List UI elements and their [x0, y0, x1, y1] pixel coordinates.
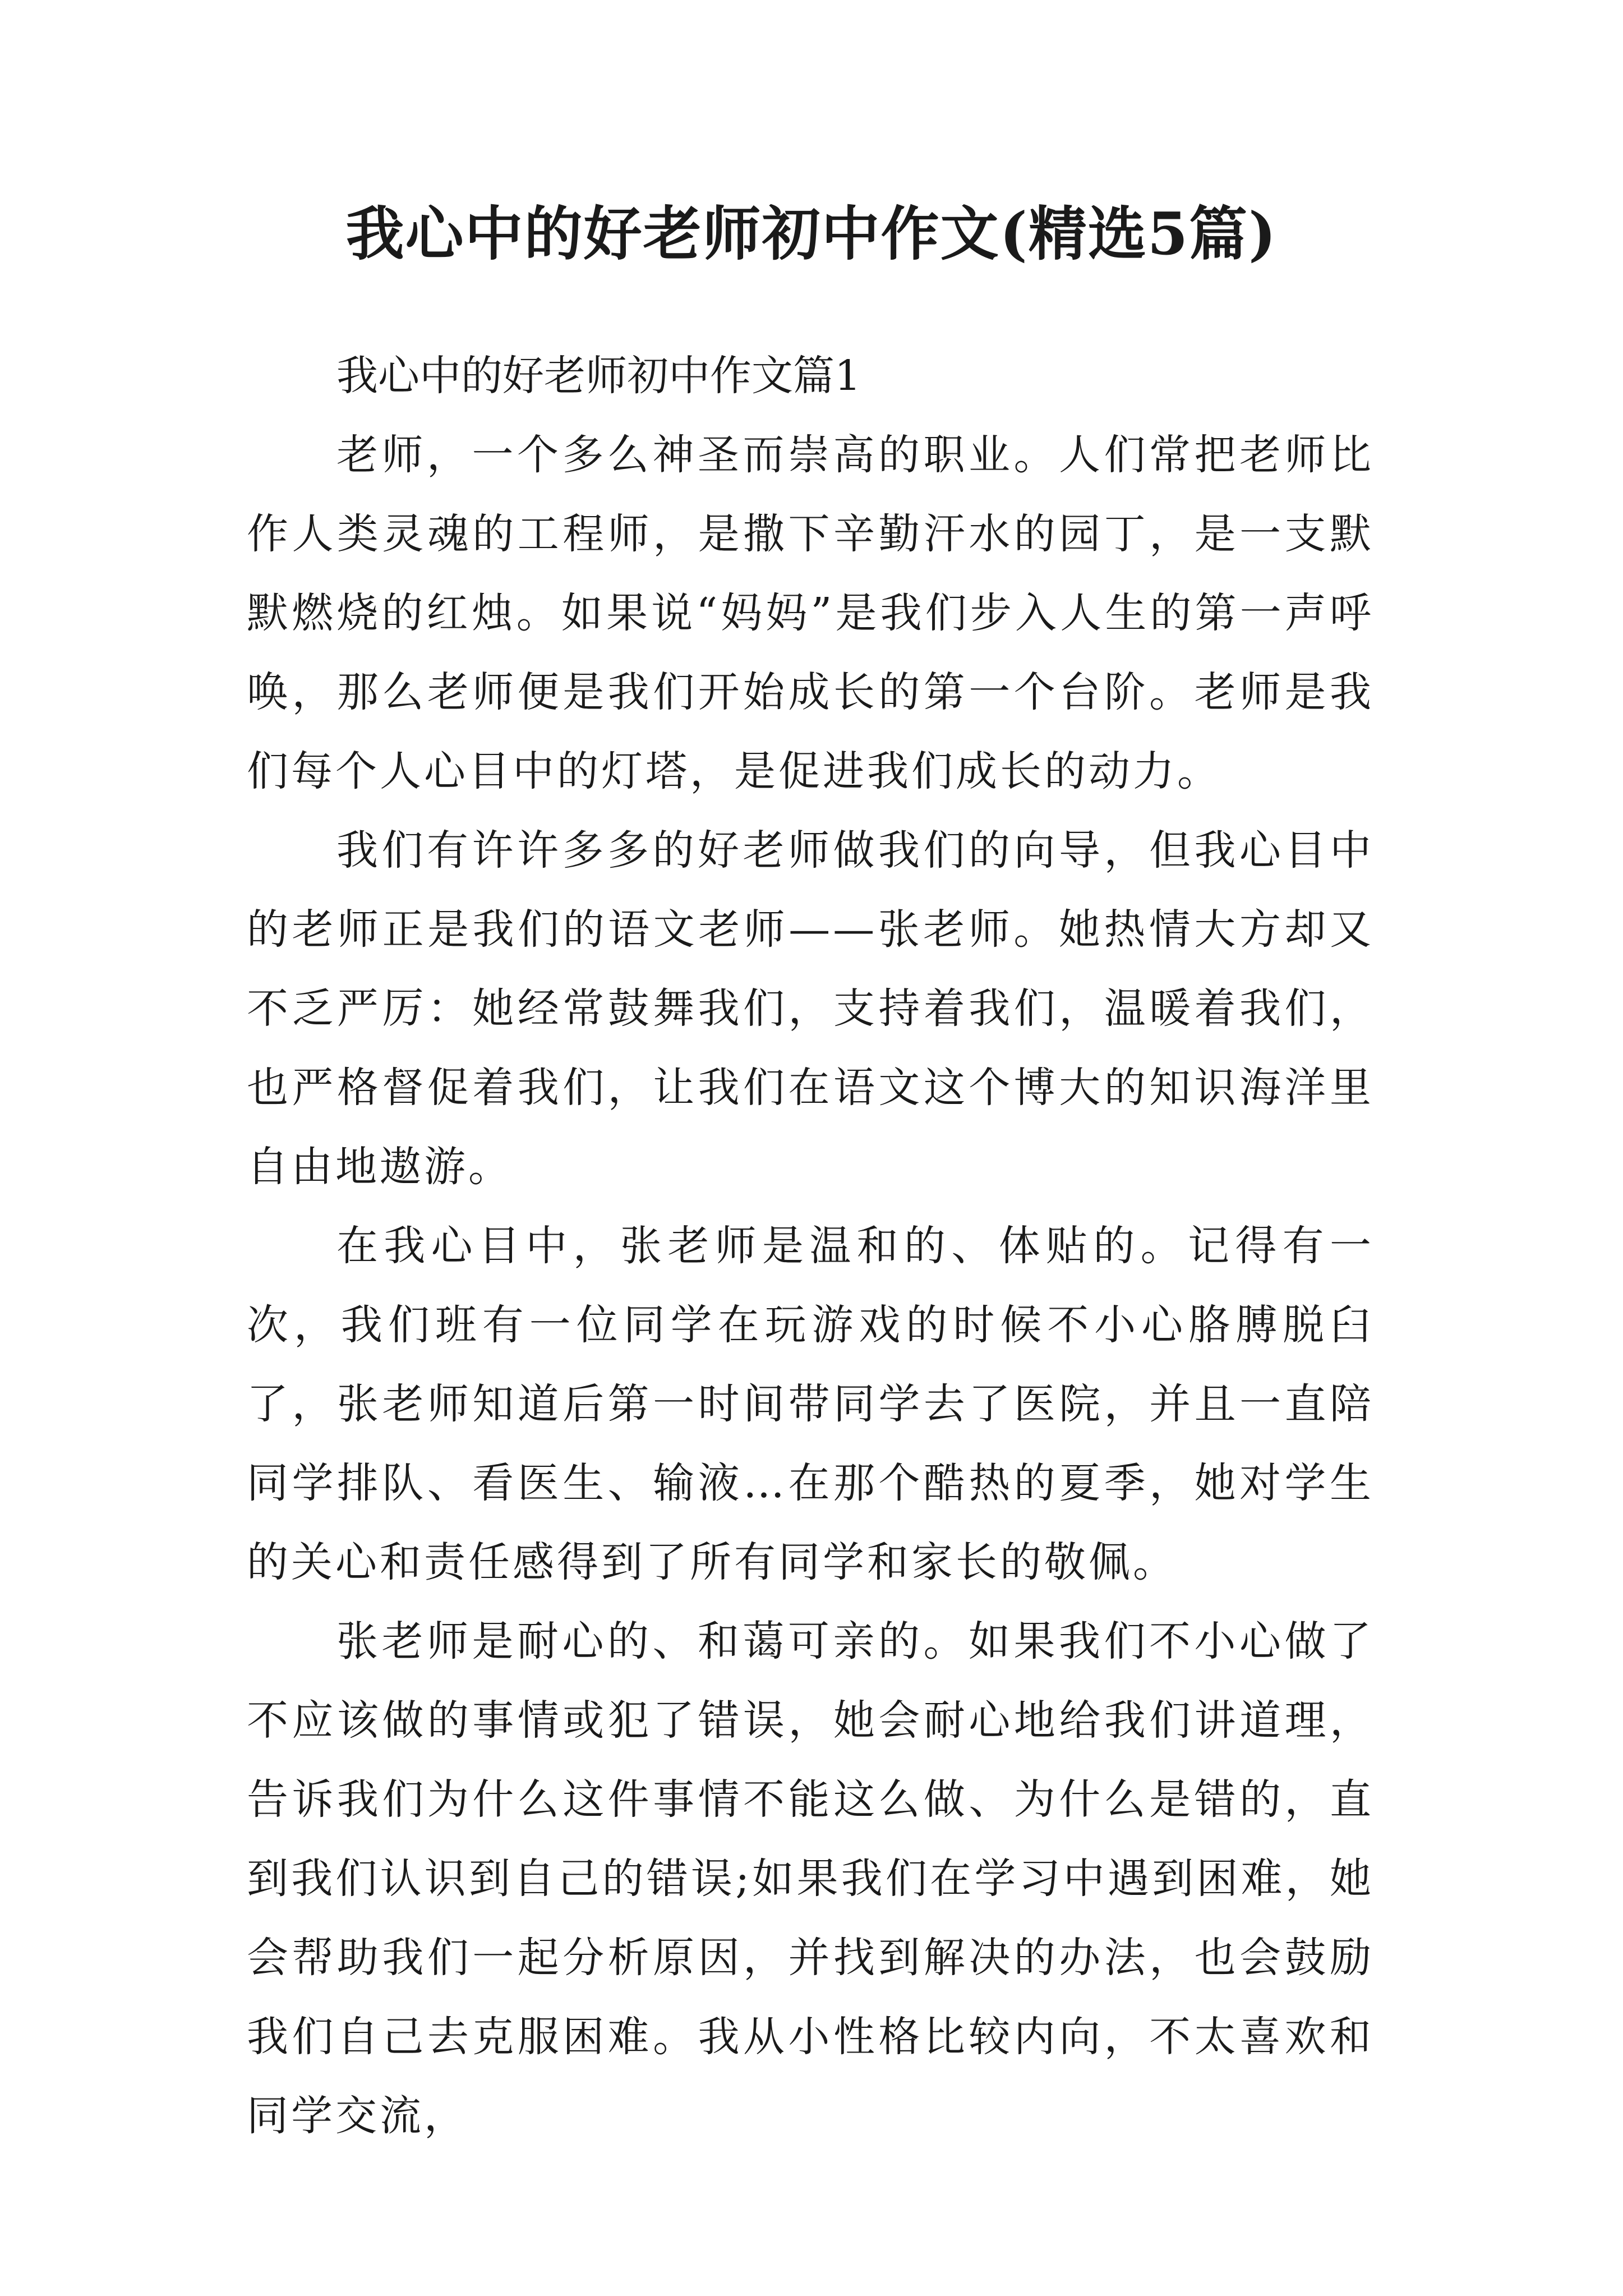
paragraph-1: 老师，一个多么神圣而崇高的职业。人们常把老师比作人类灵魂的工程师，是撒下辛勤汗水的园丁，是一支默默燃烧的红烛。如果说“妈妈”是我们步入人生的第一声呼唤，那么老师便是我们开始成长的第一个台阶。老师是我们每个人心目中的灯塔，是促进我们成长的动力。 [247, 431, 1374, 795]
document-body [247, 337, 1374, 2156]
paragraph-2: 我们有许许多多的好老师做我们的向导，但我心目中的老师正是我们的语文老师——张老师。她热情大方却又不乏严厉：她经常鼓舞我们，支持着我们，温暖着我们，也严格督促着我们，让我们在语文这个博大的知识海洋里自由地遨游。 [247, 826, 1374, 1191]
document-title: 我心中的好老师初中作文(精选5篇) [345, 199, 1278, 268]
paragraph-4: 张老师是耐心的、和蔼可亲的。如果我们不小心做了不应该做的事情或犯了错误，她会耐心地给我们讲道理，告诉我们为什么这件事情不能这么做、为什么是错的，直到我们认识到自己的错误;如果我们在学习中遇到困难，她会帮助我们一起分析原因，并找到解决的办法，也会鼓励我们自己去克服困难。我从小性格比较内向，不太喜欢和同学交流， [247, 1617, 1374, 2140]
section-heading: 我心中的好老师初中作文篇1 [336, 352, 861, 400]
paragraph-3: 在我心目中，张老师是温和的、体贴的。记得有一次，我们班有一位同学在玩游戏的时候不小心胳膊脱臼了，张老师知道后第一时间带同学去了医院，并且一直陪同学排队、看医生、输液…在那个酷热的夏季，她对学生的关心和责任感得到了所有同学和家长的敬佩。 [247, 1222, 1374, 1586]
